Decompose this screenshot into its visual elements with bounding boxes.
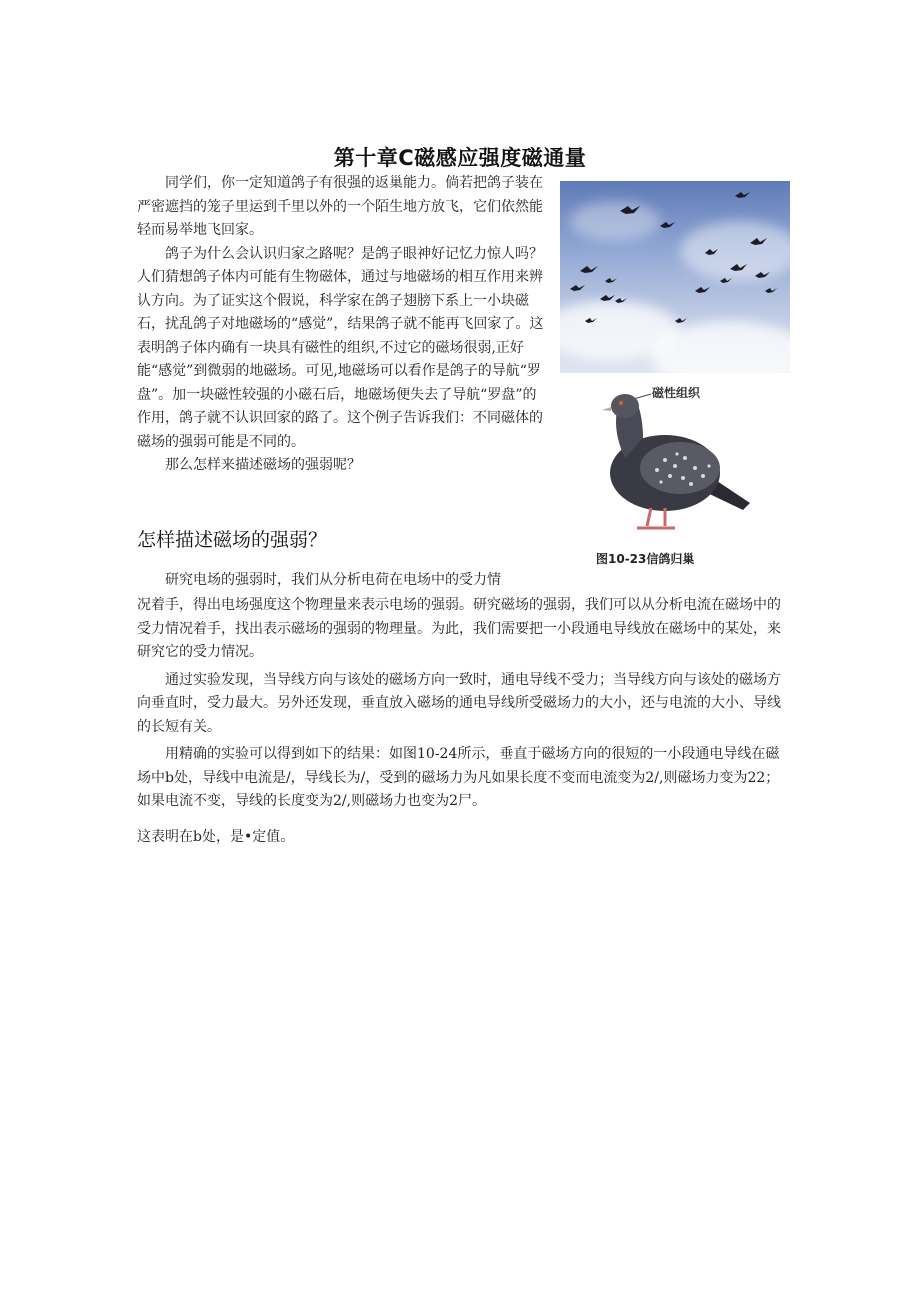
page-title: 第十章C磁感应强度磁通量 [333,146,587,171]
figure-caption: 图10-23信鸽归巢 [596,552,695,566]
intro-paragraph: 那么怎样来描述磁场的强弱呢？ [165,457,361,473]
intro-paragraph: 鸽子为什么会认识归家之路呢？是鸽子眼神好记忆力惊人吗？人们猜想鸽子体内可能有生物磁体，通过与地磁场的相互作用来辨认方向。为了证实这个假说，科学家在鸽子翅膀下系上一小块磁石，扰乱鸽子对地磁场的“感觉”，结果鸽子就不能再飞回家了。这表明鸽子体内确有一块具有磁性的组织,不过它的磁场很弱,正好能“感觉”到微弱的地磁场。可见,地磁场可以看作是鸽子的导航“罗盘”。加一块磁性较强的小磁石后，地磁场便失去了导航“罗盘”的作用，鸽子就不认识回家的路了。这个例子告诉我们：不同磁体的磁场的强弱可能是不同的。 [137,245,544,450]
intro-section [137,172,549,478]
body-paragraph: 通过实验发现，当导线方向与该处的磁场方向一致时，通电导线不受力；当导线方向与该处的磁场方向垂直时，受力最大。另外还发现，垂直放入磁场的通电导线所受磁场力的大小，还与电流的大小、导线的长短有关。 [137,671,781,735]
flying-birds-icon [560,181,790,373]
body-section [137,594,787,814]
conclusion-line: 这表明在b处，是•定值。 [137,829,295,845]
body-paragraph: 用精确的实验可以得到如下的结果：如图10-24所示，垂直于磁场方向的很短的一小段通电导线在磁场中b处，导线中电流是/，导线长为/，受到的磁场力为凡如果长度不变而电流变为2/,则磁场力变为22；如果电流不变，导线的长度变为2/,则磁场力也变为2尸。 [137,746,780,809]
magnetic-tissue-label: 磁性组织 [652,386,701,400]
body-first-line: 研究电场的强弱时，我们从分析电荷在电场中的受力情 [165,572,501,588]
sky-pigeons-photo [560,181,790,373]
section-heading: 怎样描述磁场的强弱？ [137,529,328,551]
pigeon-illustration [585,378,775,538]
intro-paragraph: 同学们，你一定知道鸽子有很强的返巢能力。倘若把鸽子装在严密遮挡的笼子里运到千里以外的一个陌生地方放飞，它们依然能轻而易举地飞回家。 [137,175,543,238]
body-paragraph: 况着手，得出电场强度这个物理量来表示电场的强弱。研究磁场的强弱，我们可以从分析电流在磁场中的受力情况着手，找出表示磁场的强弱的物理量。为此，我们需要把一小段通电导线放在磁场中的某处，来研究它的受力情况。 [137,597,781,660]
